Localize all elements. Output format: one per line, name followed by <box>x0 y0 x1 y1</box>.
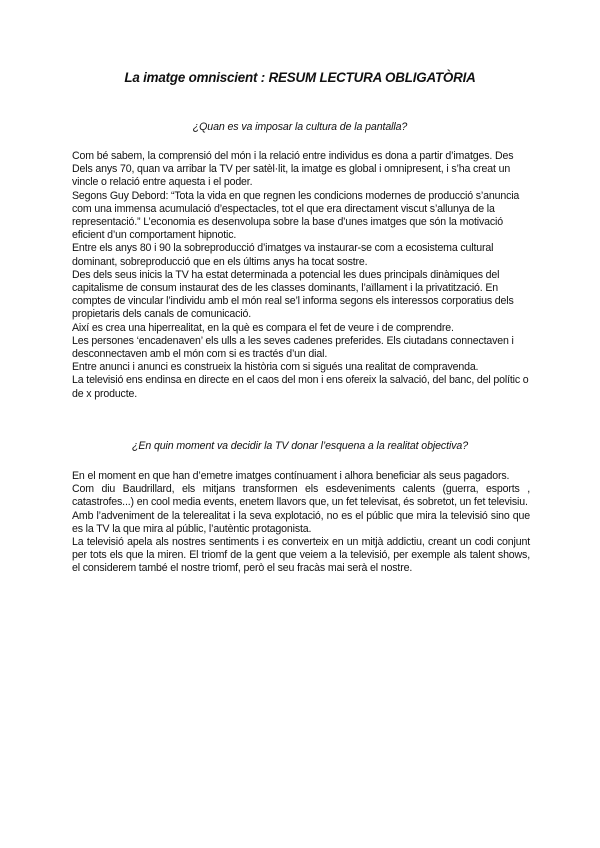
section-heading-1: ¿Quan es va imposar la cultura de la pantalla? <box>192 121 408 133</box>
section-body-1 <box>72 150 530 401</box>
paragraph: La televisió apela als nostres sentiments i es converteix en un mitjà addictiu, creant un codi conjunt per tots els que la miren. El triomf de la gent que veiem a la televisió, per exemple als talent shows, el considerem també el nostre triomf, però el seu fracàs mai serà el nostre. <box>72 536 530 575</box>
paragraph: Amb l’adveniment de la telerealitat i la seva explotació, no es el públic que mira la televisió sino que es la TV la que mira al públic, l’autèntic protagonista. <box>72 509 530 535</box>
paragraph: La televisió ens endinsa en directe en el caos del mon i ens ofereix la salvació, del banc, del polític o de x producte. <box>72 374 529 400</box>
paragraph: Així es crea una hiperrealitat, en la què es compara el fet de veure i de comprendre. <box>72 321 454 334</box>
paragraph: Les persones ‘encadenaven’ els ulls a les seves cadenes preferides. Els ciutadans connectaven i desconnectaven amb el món com si es tractés d’un dial. <box>72 334 514 361</box>
paragraph: En el moment en que han d’emetre imatges contínuament i alhora beneficiar als seus pagadors. <box>72 470 510 482</box>
paragraph: Com bé sabem, la comprensió del món i la relació entre individus es dona a partir d’imatges. Des Dels anys 70, quan va arribar la TV per satèl·lit, la imatge es global i omnipresent, i s’ha creat un vincle o relació entre aquesta i el poder. <box>72 150 514 189</box>
paragraph: Segons Guy Debord: “Tota la vida en que regnen les condicions modernes de producció s’anuncia com una immensa acumulació d’espectacles, tot el que era directament viscut s’allunya de la representació.” L’economia es desenvolupa sobre la base d’unes imatges que són la motivació eficient d’un comportament hipnotic. <box>72 189 520 242</box>
section-body-2 <box>72 470 530 576</box>
page-title: La imatge omniscient : RESUM LECTURA OBLIGATÒRIA <box>124 70 476 85</box>
section-heading-2: ¿En quin moment va decidir la TV donar l’esquena a la realitat objectiva? <box>131 440 468 452</box>
paragraph: Entre els anys 80 i 90 la sobreproducció d’imatges va instaurar-se com a ecosistema cultural dominant, sobreproducció que en els últims anys ha tocat sostre. <box>72 242 494 268</box>
paragraph: Com diu Baudrillard, els mitjans transformen els esdeveniments calents (guerra, esports , catastrofes...) en cool media events, enetem llavors que, un fet televisat, és sobretot, un fet televisiu. <box>72 483 530 509</box>
paragraph: Entre anunci i anunci es construeix la història com si sigués una realitat de compravenda. <box>72 361 479 374</box>
paragraph: Des dels seus inicis la TV ha estat determinada a potencial les dues principals dinàmiques del capitalisme de consum instaurat des de les classes dominants, l’aïllament i la privatització. En comptes de vincular l’individu amb el món real se’l informa segons els interessos corporatius dels propietaris dels canals de comunicació. <box>72 268 514 321</box>
